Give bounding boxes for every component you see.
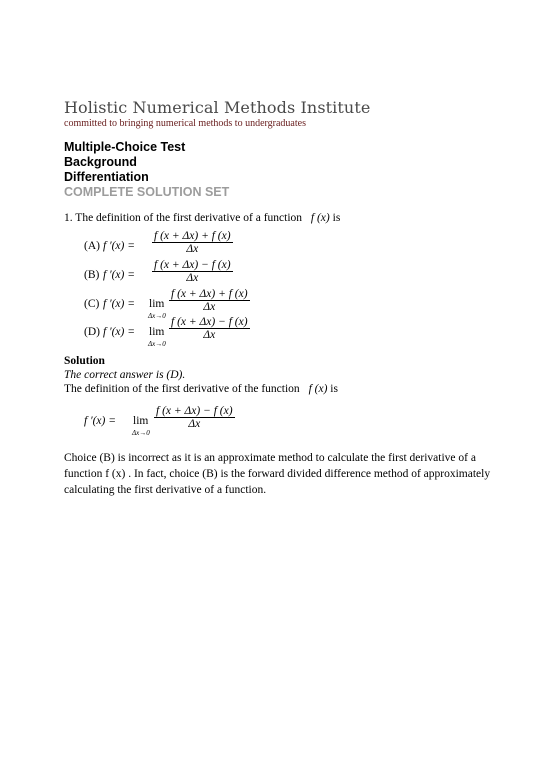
logo-title: Holistic Numerical Methods Institute [64,98,371,117]
choice-fraction [169,316,250,341]
fraction-denominator: Δx [203,301,216,313]
question-function: f (x) [310,212,330,224]
logo-subtitle: committed to bringing numerical methods to undergraduates [64,118,306,129]
choice-lhs: f ′(x) = [103,269,135,281]
header-line-4: COMPLETE SOLUTION SET [64,185,230,199]
choice-lhs: f ′(x) = [103,298,135,310]
choice-label: (A) [84,240,100,252]
solution-heading: Solution [64,355,105,367]
choice-label: (C) [84,298,100,310]
question-tail: is [332,212,341,224]
choice-lhs: f ′(x) = [103,240,135,252]
paragraph-line: function f (x) . In fact, choice (B) is the forward divided difference method of approximately [64,468,491,480]
limit-subscript: Δx→0 [148,312,166,320]
definition-function: f (x) [308,383,328,395]
equation-lhs: f ′(x) = [84,415,116,427]
explanation-paragraph [64,450,490,498]
fraction-denominator: Δx [186,272,199,284]
question-text [64,212,340,224]
header-line-2: Background [64,155,137,169]
limit-operator: lim [133,415,149,427]
choice-fraction [152,230,233,255]
equation-fraction [154,405,235,430]
correct-answer: The correct answer is (D). [64,369,186,381]
definition-text [64,383,338,395]
institute-logo [64,98,370,129]
choice-label: (D) [84,326,100,338]
limit-subscript: Δx→0 [132,429,150,437]
paragraph-line: Choice (B) is incorrect as it is an approximate method to calculate the first derivative of a [64,452,476,464]
choice-lhs: f ′(x) = [103,326,135,338]
choice-fraction [152,259,233,284]
fraction-numerator: f (x + Δx) + f (x) [171,288,248,300]
test-header [64,140,229,200]
fraction-denominator: Δx [188,418,201,430]
fraction-numerator: f (x + Δx) − f (x) [154,259,231,271]
header-line-3: Differentiation [64,170,149,184]
fraction-numerator: f (x + Δx) − f (x) [156,405,233,417]
paragraph-line: calculating the first derivative of a function. [64,484,267,496]
choice-label: (B) [84,269,100,281]
fraction-denominator: Δx [203,329,216,341]
question-lead: 1. The definition of the first derivative of a function [64,212,303,224]
limit-operator: lim [149,326,165,338]
fraction-numerator: f (x + Δx) − f (x) [171,316,248,328]
choice-fraction [169,288,250,313]
header-line-1: Multiple-Choice Test [64,140,186,154]
limit-subscript: Δx→0 [148,340,166,348]
limit-operator: lim [149,298,165,310]
definition-tail: is [330,383,338,395]
fraction-denominator: Δx [186,243,199,255]
definition-lead: The definition of the first derivative of the function [64,383,300,395]
fraction-numerator: f (x + Δx) + f (x) [154,230,231,242]
